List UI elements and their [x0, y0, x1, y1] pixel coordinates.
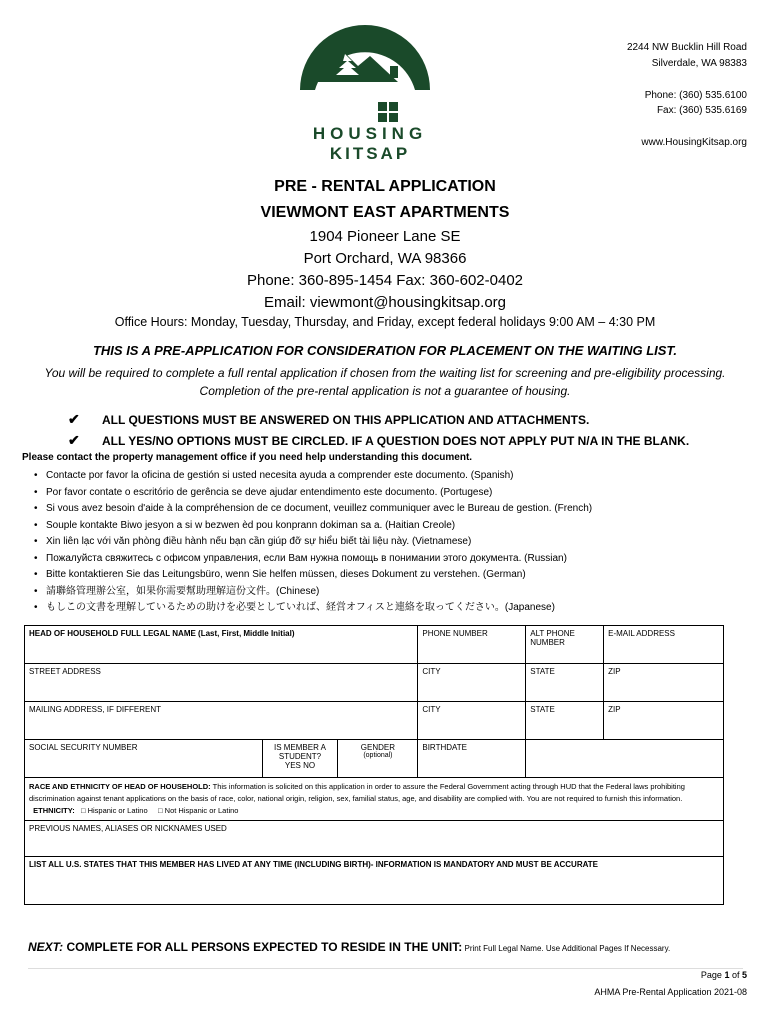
race-ethnicity-field	[25, 778, 724, 821]
language-item: • 請聯絡管理辦公室，如果你需要幫助理解這份文件。(Chinese)	[34, 584, 592, 601]
notice-body: You will be required to complete a full rental application if chosen from the waiting list for screening and pre-eligibility processing. Completion of the pre-rental application is not a guarantee of housing.	[44, 366, 726, 398]
states-lived-field[interactable]	[25, 857, 724, 905]
ssn-field[interactable]	[25, 740, 263, 778]
waiting-list-notice: THIS IS A PRE-APPLICATION FOR CONSIDERATION FOR PLACEMENT ON THE WAITING LIST.	[92, 343, 678, 358]
city-label: CITY	[422, 667, 441, 676]
student-field[interactable]	[262, 740, 338, 778]
page-word: Page	[700, 970, 725, 980]
state-label: STATE	[530, 705, 555, 714]
student-label: IS MEMBER A STUDENT?	[273, 743, 326, 761]
check-icon: ✔	[68, 432, 80, 448]
language-item: • Пожалуйста свяжитесь с офисом управления, если Вам нужна помощь в понимании этого документа. (Russian)	[34, 551, 592, 568]
property-address-1: 1904 Pioneer Lane SE	[309, 228, 461, 245]
city-field[interactable]	[418, 664, 526, 702]
page-title: PRE - RENTAL APPLICATION	[274, 178, 496, 195]
ssn-label: SOCIAL SECURITY NUMBER	[29, 743, 138, 752]
page-total: 5	[741, 970, 747, 980]
street-label: STREET ADDRESS	[29, 667, 101, 676]
next-text: COMPLETE FOR ALL PERSONS EXPECTED TO RESIDE IN THE UNIT:	[63, 940, 463, 954]
property-email[interactable]: Email: viewmont@housingkitsap.org	[264, 294, 506, 311]
of-word: of	[729, 970, 742, 980]
office-website[interactable]: www.HousingKitsap.org	[641, 137, 747, 148]
states-lived-label: LIST ALL U.S. STATES THAT THIS MEMBER HAS LIVED AT ANY TIME (INCLUDING BIRTH)- INFORMATION IS MANDATORY AND MUST BE ACCURATE	[29, 860, 599, 869]
mailing-city-field[interactable]	[418, 702, 526, 740]
applicant-form	[24, 625, 724, 905]
previous-names-field[interactable]	[25, 821, 724, 857]
doc-id: AHMA Pre-Rental Application 2021-08	[594, 987, 747, 997]
office-hours: Office Hours: Monday, Tuesday, Thursday, and Friday, except federal holidays 9:00 AM – 4:30 PM	[114, 315, 656, 329]
birthdate-field[interactable]	[418, 740, 526, 778]
office-fax: Fax: (360) 535.6169	[656, 105, 747, 116]
logo-kitsap-text: KITSAP	[329, 144, 411, 163]
next-small: Print Full Legal Name. Use Additional Pages If Necessary.	[462, 944, 671, 953]
gender-optional: (optional)	[363, 752, 393, 759]
office-phone: Phone: (360) 535.6100	[644, 90, 747, 101]
phone-label: PHONE NUMBER	[422, 629, 488, 638]
hispanic-checkbox[interactable]: □ Hispanic or Latino	[80, 806, 148, 815]
office-city: Silverdale, WA 98383	[651, 58, 747, 69]
previous-names-label: PREVIOUS NAMES, ALIASES OR NICKNAMES USED	[29, 824, 227, 833]
hoh-label-rest: FULL LEGAL NAME (Last, First, Middle Initial)	[118, 629, 295, 638]
birthdate-label: BIRTHDATE	[422, 743, 467, 752]
property-phone-fax: Phone: 360-895-1454 Fax: 360-602-0402	[246, 272, 524, 289]
student-yes-no[interactable]: YES NO	[284, 761, 316, 770]
mailing-label: MAILING ADDRESS, IF DIFFERENT	[29, 705, 162, 714]
gender-field[interactable]	[338, 740, 418, 778]
ethnicity-label: ETHNICITY:	[33, 806, 75, 815]
race-label: RACE AND ETHNICITY OF HEAD OF HOUSEHOLD:	[29, 782, 211, 791]
zip-field[interactable]	[604, 664, 724, 702]
page-current: 1	[724, 970, 730, 980]
language-item: • Por favor contate o escritório de gerência se deve ajudar entendimento este documento. (Portugese)	[34, 485, 592, 502]
birthdate-value[interactable]	[526, 740, 724, 778]
zip-label: ZIP	[608, 667, 621, 676]
alt-phone-field[interactable]	[526, 626, 604, 664]
divider	[28, 968, 743, 969]
contact-heading: Please contact the property management office if you need help understanding this document.	[22, 452, 473, 463]
language-item: • Si vous avez besoin d'aide à la compréhension de ce document, veuillez communiquer avec le Bureau de gestion. (French)	[34, 501, 592, 518]
property-address-2: Port Orchard, WA 98366	[303, 250, 467, 267]
language-item: • Xin liên lạc với văn phòng điều hành nếu bạn cần giúp đỡ sự hiểu biết tài liệu này. (Vietnamese)	[34, 534, 592, 551]
check-icon: ✔	[68, 411, 80, 427]
gender-label: GENDER	[360, 743, 396, 752]
property-name: VIEWMONT EAST APARTMENTS	[260, 204, 510, 221]
state-field[interactable]	[526, 664, 604, 702]
check-text: ALL QUESTIONS MUST BE ANSWERED ON THIS APPLICATION AND ATTACHMENTS.	[102, 413, 590, 427]
page-number	[701, 970, 747, 980]
office-street: 2244 NW Bucklin Hill Road	[626, 42, 747, 53]
phone-field[interactable]	[418, 626, 526, 664]
mailing-zip-field[interactable]	[604, 702, 724, 740]
language-item: • Souple kontakte Biwo jesyon a si w bezwen èd pou konprann dokiman sa a. (Haitian Creole)	[34, 518, 592, 535]
city-label: CITY	[422, 705, 441, 714]
mailing-state-field[interactable]	[526, 702, 604, 740]
next-label: NEXT:	[28, 940, 64, 954]
check-item-1	[68, 411, 589, 428]
not-hispanic-checkbox[interactable]: □ Not Hispanic or Latino	[158, 806, 239, 815]
language-item: • Contacte por favor la oficina de gestión si usted necesita ayuda a comprender este documento. (Spanish)	[34, 468, 592, 485]
zip-label: ZIP	[608, 705, 621, 714]
race-text: This information is solicited on this application in order to assure the Federal Government acting through HUD that the Federal laws prohibiting discrimination against tenant applications on the basis of race, color, national origin, religion, sex, familial status, age, and disability are complied with. You are not required to furnish this information.	[29, 782, 685, 803]
head-of-household-field[interactable]	[25, 626, 418, 664]
language-item: • Bitte kontaktieren Sie das Leitungsbüro, wenn Sie helfen müssen, dieses Dokument zu verstehen. (German)	[34, 567, 592, 584]
email-label: E-MAIL ADDRESS	[608, 629, 675, 638]
language-list	[34, 468, 592, 617]
language-item: • もしこの文書を理解しているための助けを必要としていれば、経営オフィスと連絡を取ってください。(Japanese)	[34, 600, 592, 617]
state-label: STATE	[530, 667, 555, 676]
mailing-address-field[interactable]	[25, 702, 418, 740]
hoh-label-bold: HEAD OF HOUSEHOLD	[29, 629, 119, 638]
alt-phone-label: ALT PHONE NUMBER	[530, 629, 575, 647]
email-field[interactable]	[604, 626, 724, 664]
logo-housing-text: HOUSING	[312, 124, 428, 143]
next-instruction	[28, 940, 670, 954]
check-text: ALL YES/NO OPTIONS MUST BE CIRCLED. IF A QUESTION DOES NOT APPLY PUT N/A IN THE BLANK.	[102, 434, 690, 448]
check-item-2	[68, 432, 689, 449]
street-address-field[interactable]	[25, 664, 418, 702]
